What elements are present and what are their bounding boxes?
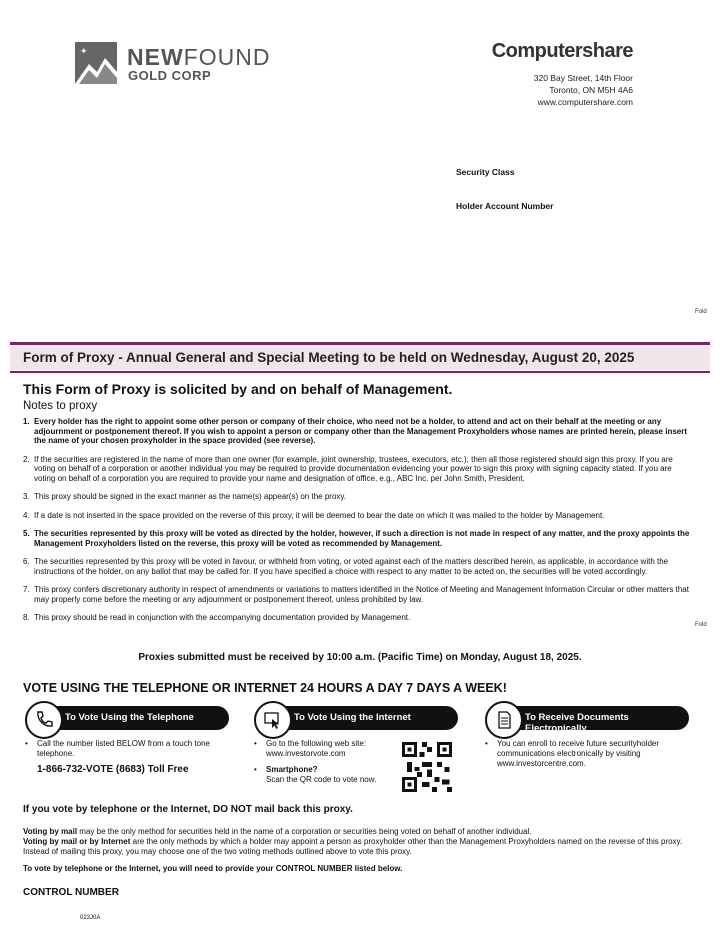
vote-heading: VOTE USING THE TELEPHONE OR INTERNET 24 HOURS A DAY 7 DAYS A WEEK! <box>23 681 507 695</box>
cursor-click-icon <box>254 701 292 739</box>
electronic-instructions: • You can enroll to receive future securityholder communications electronically by visiting www.investorcentre.com. <box>485 739 660 768</box>
note-item: 8. This proxy should be read in conjunction with the accompanying documentation provided by Management. <box>23 613 411 622</box>
mountain-logo-icon <box>75 42 117 84</box>
note-item: 1. Every holder has the right to appoint some other person or company of their choice, who need not be a holder, to attend and act on their behalf at the meeting or any adjournment or postponement thereof. If you wish to appoint a person or company other than the Management Proxyholders whose names are printed herein, please insert the name of your chosen proxyholder in the space provided (see reverse). <box>23 417 687 445</box>
note-item: 6. The securities represented by this proxy will be voted in favour, or withheld from voting, or voted against each of the matters described herein, as applicable, in accordance with the instructions of the holder, on any ballot that may be called for. If you have specified a choice with respect to any matter to be acted on, the securities will be voted accordingly. <box>23 557 669 576</box>
form-title: Form of Proxy - Annual General and Special Meeting to be held on Wednesday, August 20, 2025 <box>23 350 635 365</box>
internet-instructions: • Go to the following web site: www.investorvote.com <box>254 739 367 758</box>
note-item: 7. This proxy confers discretionary authority in respect of amendments or variations to matters identified in the Notice of Meeting and Management Information Circular or other matters that may properly come before the meeting or any adjournment or postponement thereof, unless prohibited by law. <box>23 585 689 604</box>
form-code: 023J0A <box>80 915 101 921</box>
telephone-number: 1-866-732-VOTE (8683) Toll Free <box>37 764 189 775</box>
fold-mark: Fold <box>695 309 707 315</box>
agent-address: 320 Bay Street, 14th Floor Toronto, ON M5H 4A6 www.computershare.com <box>533 73 633 107</box>
smartphone-instructions: • Smartphone? Scan the QR code to vote now. <box>254 765 377 784</box>
qr-code-icon[interactable] <box>402 742 452 792</box>
mail-voting-info: Voting by mail may be the only method for securities held in the name of a corporation or securities being voted on behalf of another individual. Voting by mail or by Internet are the only methods by which a holder may appoint a person as proxyholder other than the Management Proxyholders named on the reverse of this proxy. Instead of mailing this proxy, you may choose one of the two voting methods outlined above to vote this proxy. <box>23 827 683 856</box>
title-rule <box>10 371 710 373</box>
telephone-icon <box>25 701 63 739</box>
title-rule <box>10 342 710 345</box>
telephone-instructions: • Call the number listed BELOW from a touch tone telephone. <box>25 739 210 758</box>
solicitation-heading: This Form of Proxy is solicited by and on behalf of Management. <box>23 381 453 397</box>
submission-deadline: Proxies submitted must be received by 10:00 a.m. (Pacific Time) on Monday, August 18, 2025. <box>138 652 582 663</box>
company-name: NEWFOUND <box>127 44 271 70</box>
note-item: 4. If a date is not inserted in the space provided on the reverse of this proxy, it will be deemed to bear the date on which it was mailed to the holder by Management. <box>23 510 605 520</box>
company-logo <box>75 42 275 86</box>
company-subtitle: GOLD CORP <box>128 68 212 83</box>
computershare-logo: Computershare <box>491 40 633 62</box>
svg-text:✦: ✦ <box>80 47 88 57</box>
note-item: 3. This proxy should be signed in the exact manner as the name(s) appear(s) on the proxy. <box>23 492 347 501</box>
note-item: 5. The securities represented by this proxy will be voted as directed by the holder, however, if such a direction is not made in respect of any matter, and the proxy appoints the Management Proxyholders listed on the reverse, this proxy will be voted as recommended by Management. <box>23 529 690 548</box>
control-number-note: To vote by telephone or the Internet, you will need to provide your CONTROL NUMBER listed below. <box>23 864 403 873</box>
electronic-delivery-banner: To Receive Documents Electronically <box>505 706 689 730</box>
internet-vote-banner: To Vote Using the Internet <box>274 706 458 730</box>
no-mail-warning: If you vote by telephone or the Internet, DO NOT mail back this proxy. <box>23 804 353 815</box>
notes-list <box>23 417 695 632</box>
notes-heading: Notes to proxy <box>23 400 98 412</box>
holder-account-label: Holder Account Number <box>456 201 554 211</box>
note-item: 2. If the securities are registered in the name of more than one owner (for example, joint ownership, trustees, executors, etc.), then all those registered should sign this proxy. If you are voting on behalf of a corporation or another individual you may be required to provide documentation evidencing your power to sign this proxy with signing capacity stated. If you are voting on behalf of a corporation you are required to provide your name and designation of office, e.g., ABC Inc. per John Smith, President. <box>23 454 673 483</box>
security-class-label: Security Class <box>456 167 515 177</box>
control-number-label: CONTROL NUMBER <box>23 887 119 898</box>
document-icon <box>485 701 523 739</box>
telephone-vote-banner: To Vote Using the Telephone <box>45 706 229 730</box>
fold-mark: Fold <box>695 622 707 628</box>
